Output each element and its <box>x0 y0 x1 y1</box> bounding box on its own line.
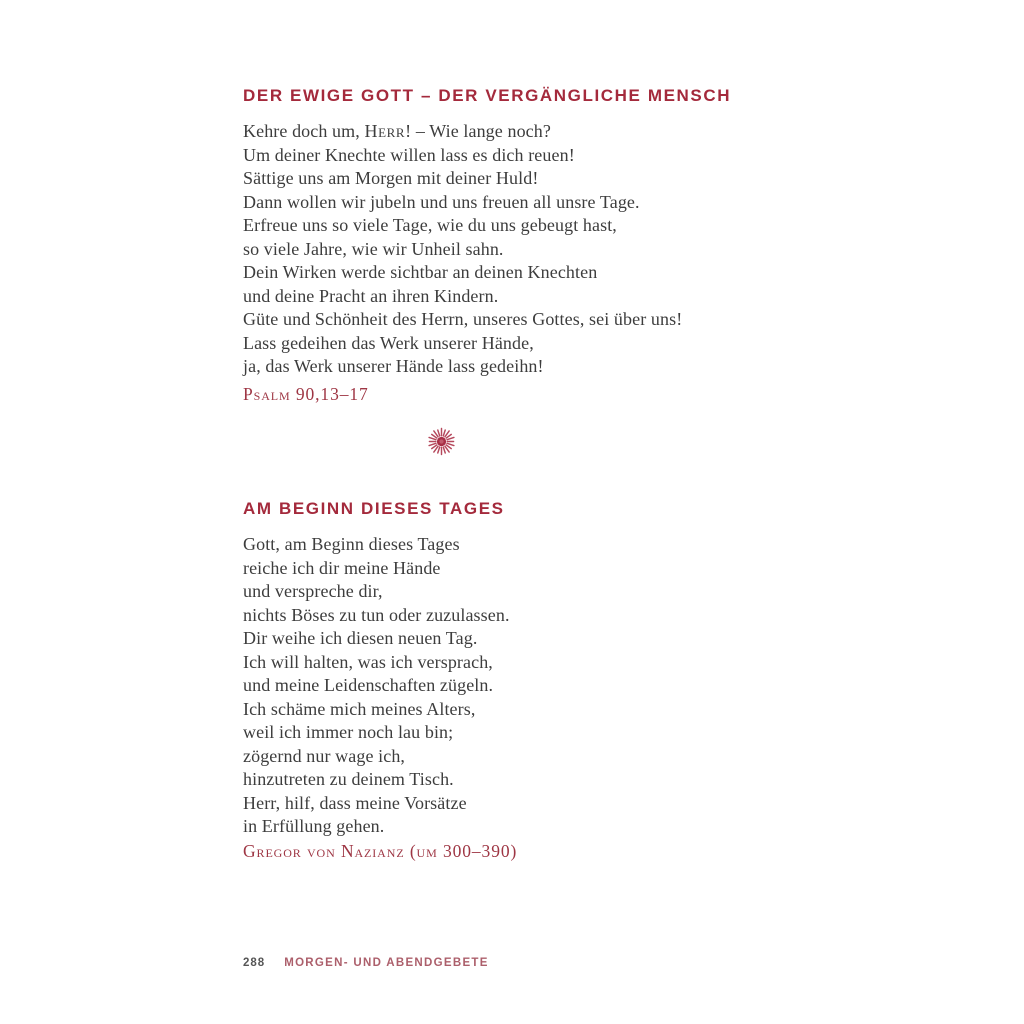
page-footer <box>243 957 489 969</box>
psalm-poem <box>243 120 682 379</box>
poem-line: nichts Böses zu tun oder zuzulassen. <box>243 604 510 625</box>
poem-line: Dir weihe ich diesen neuen Tag. <box>243 628 478 648</box>
poem-line: und deine Pracht an ihren Kindern. <box>243 285 499 306</box>
poem-line: weil ich immer noch lau bin; <box>243 722 454 742</box>
page-number: 288 <box>243 957 266 969</box>
morning-prayer-poem <box>243 533 510 839</box>
poem-line: Lass gedeihen das Werk unserer Hände, <box>243 332 534 353</box>
prayer-attribution: Gregor von Nazianz (um 300–390) <box>243 841 518 861</box>
poem-line: Gott, am Beginn dieses Tages <box>243 534 460 554</box>
section-heading-psalm: DER EWIGE GOTT – DER VERGÄNGLICHE MENSCH <box>243 86 732 105</box>
poem-line: so viele Jahre, wie wir Unheil sahn. <box>243 238 504 259</box>
poem-line: und verspreche dir, <box>243 581 383 601</box>
poem-line: hinzutreten zu deinem Tisch. <box>243 769 454 789</box>
poem-line: Herr, hilf, dass meine Vorsätze <box>243 792 467 813</box>
poem-line: Sättige uns am Morgen mit deiner Huld! <box>243 168 539 188</box>
poem-line: und meine Leidenschaften zügeln. <box>243 675 494 695</box>
poem-line: Kehre doch um, Herr! – Wie lange noch? <box>243 121 551 141</box>
poem-line: Erfreue uns so viele Tage, wie du uns gebeugt hast, <box>243 215 617 235</box>
psalm-attribution: Psalm 90,13–17 <box>243 384 369 404</box>
sunburst-ornament <box>427 427 456 456</box>
poem-line: Ich schäme mich meines Alters, <box>243 698 476 719</box>
poem-line: ja, das Werk unserer Hände lass gedeihn! <box>243 356 544 376</box>
section-heading-morning-prayer: AM BEGINN DIESES TAGES <box>243 499 505 518</box>
poem-line: Dann wollen wir jubeln und uns freuen all unsre Tage. <box>243 191 640 212</box>
poem-line: in Erfüllung gehen. <box>243 816 385 836</box>
poem-line: Güte und Schönheit des Herrn, unseres Gottes, sei über uns! <box>243 309 683 329</box>
poem-line: Um deiner Knechte willen lass es dich reuen! <box>243 144 575 165</box>
poem-line: reiche ich dir meine Hände <box>243 557 441 578</box>
poem-line: Dein Wirken werde sichtbar an deinen Knechten <box>243 262 598 282</box>
poem-line: zögernd nur wage ich, <box>243 745 406 766</box>
footer-section-title: MORGEN- UND ABENDGEBETE <box>284 957 489 969</box>
poem-line: Ich will halten, was ich versprach, <box>243 651 493 672</box>
